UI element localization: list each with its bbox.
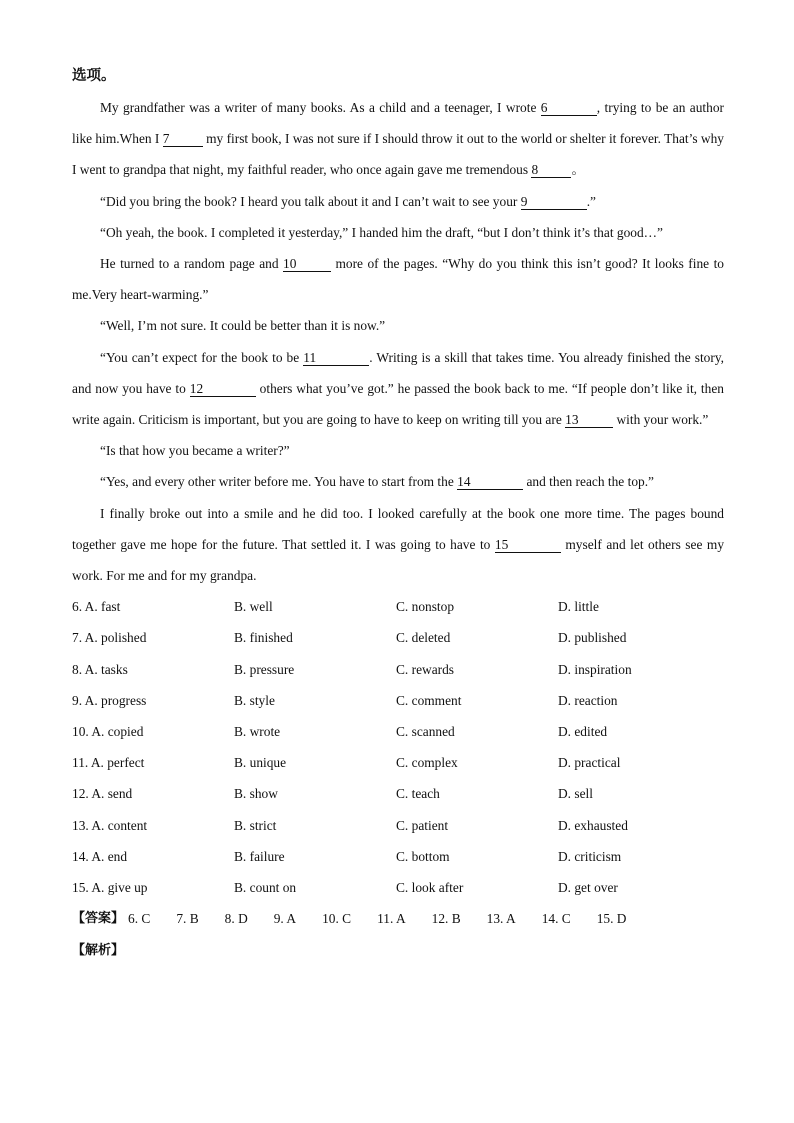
option-c: C. rewards bbox=[396, 661, 455, 677]
text: , trying to be an author like him.When I bbox=[72, 100, 724, 147]
paragraph-7: “Is that how you became a writer?” bbox=[100, 443, 290, 459]
option-row bbox=[72, 841, 724, 872]
text: “Did you bring the book? I heard you talk about it and I can’t wait to see your bbox=[100, 193, 521, 209]
text: He turned to a random page and bbox=[100, 256, 284, 272]
answer-label: 【答案】 bbox=[72, 911, 125, 927]
option-d: D. edited bbox=[558, 724, 608, 739]
passage bbox=[72, 92, 724, 591]
answer-item: 14. C bbox=[541, 911, 571, 927]
option-row bbox=[72, 591, 724, 622]
paragraph-9 bbox=[72, 498, 724, 592]
option-d: D. get over bbox=[558, 879, 618, 895]
option-b: B. failure bbox=[234, 848, 285, 864]
option-d: D. practical bbox=[558, 755, 621, 771]
text: with your work.” bbox=[613, 412, 709, 428]
option-c: C. comment bbox=[396, 692, 462, 708]
option-d: D. published bbox=[558, 630, 627, 646]
answer-item: 8. D bbox=[224, 911, 248, 927]
option-b: B. finished bbox=[234, 630, 293, 646]
answer-item: 10. C bbox=[322, 911, 352, 927]
blank-10: 10 bbox=[283, 257, 331, 272]
option-d: D. little bbox=[558, 599, 599, 615]
option-a: 9. A. progress bbox=[72, 692, 147, 708]
option-b: B. count on bbox=[234, 879, 297, 895]
option-c: C. nonstop bbox=[396, 599, 455, 615]
section-heading: 选项。 bbox=[72, 68, 116, 84]
paragraph-4 bbox=[72, 248, 724, 310]
options-list bbox=[72, 591, 724, 903]
text: I finally broke out into a smile and he did too. I looked carefully at the book one more time. The pages bound together gave me hope for the future. That settled it. I was going to have to bbox=[72, 505, 724, 552]
analysis-label: 【解析】 bbox=[72, 943, 125, 959]
blank-8: 8 bbox=[531, 163, 571, 178]
text: 。 bbox=[571, 162, 585, 178]
text: “You can’t expect for the book to be bbox=[100, 349, 304, 365]
blank-11: 11 bbox=[303, 351, 369, 366]
paragraph-8 bbox=[72, 466, 724, 497]
text: myself and let others see my work. For me and for my grandpa. bbox=[72, 536, 725, 584]
blank-15: 15 bbox=[495, 538, 561, 553]
option-b: B. pressure bbox=[234, 661, 295, 677]
option-b: B. strict bbox=[234, 817, 277, 833]
option-c: C. teach bbox=[396, 786, 440, 802]
text: others what you’ve got.” he passed the book back to me. “If people don’t like it, then write again. Criticism is important, but you are going to have to keep on writing till you are bbox=[72, 380, 724, 428]
blank-6: 6 bbox=[541, 101, 597, 116]
option-a: 8. A. tasks bbox=[72, 661, 128, 677]
answer-item: 13. A bbox=[486, 911, 516, 927]
option-b: B. unique bbox=[234, 755, 287, 771]
text: .” bbox=[586, 193, 596, 209]
option-row bbox=[72, 778, 724, 809]
option-row bbox=[72, 747, 724, 778]
answer-key bbox=[72, 903, 724, 934]
paragraph-2 bbox=[72, 186, 724, 217]
option-d: D. sell bbox=[558, 786, 593, 802]
paragraph-5: “Well, I’m not sure. It could be better than it is now.” bbox=[100, 318, 386, 334]
option-row bbox=[72, 654, 724, 685]
option-b: B. well bbox=[234, 599, 273, 615]
option-a: 7. A. polished bbox=[72, 630, 147, 646]
analysis-section bbox=[72, 934, 724, 965]
answer-item: 6. C bbox=[128, 911, 151, 927]
option-row bbox=[72, 716, 724, 747]
text: . Writing is a skill that takes time. You already finished the story, and now you have to bbox=[72, 349, 724, 396]
answer-item: 9. A bbox=[273, 911, 297, 927]
option-a: 14. A. end bbox=[72, 848, 128, 864]
option-a: 10. A. copied bbox=[72, 724, 144, 739]
option-b: B. show bbox=[234, 786, 278, 802]
answer-item: 15. D bbox=[596, 911, 627, 927]
option-b: B. wrote bbox=[234, 724, 281, 739]
blank-13: 13 bbox=[565, 413, 613, 428]
option-d: D. criticism bbox=[558, 848, 622, 864]
option-a: 12. A. send bbox=[72, 786, 133, 802]
paragraph-1 bbox=[72, 92, 724, 186]
blank-14: 14 bbox=[457, 475, 523, 490]
option-row bbox=[72, 685, 724, 716]
option-d: D. exhausted bbox=[558, 817, 628, 833]
text: “Yes, and every other writer before me. You have to start from the bbox=[100, 474, 458, 490]
text: more of the pages. “Why do you think this isn’t good? It looks fine to me.Very heart-warming.” bbox=[72, 256, 725, 303]
option-c: C. deleted bbox=[396, 630, 451, 646]
answer-item: 12. B bbox=[431, 911, 461, 927]
option-row bbox=[72, 872, 724, 903]
document-page bbox=[72, 62, 724, 966]
option-a: 11. A. perfect bbox=[72, 755, 145, 771]
option-d: D. inspiration bbox=[558, 661, 632, 677]
option-c: C. look after bbox=[396, 879, 464, 895]
option-d: D. reaction bbox=[558, 692, 618, 708]
option-a: 15. A. give up bbox=[72, 879, 148, 895]
paragraph-6 bbox=[72, 342, 724, 436]
option-a: 13. A. content bbox=[72, 817, 148, 833]
option-c: C. bottom bbox=[396, 848, 450, 864]
option-b: B. style bbox=[234, 692, 275, 708]
answer-item: 7. B bbox=[176, 911, 199, 927]
answer-item: 11. A bbox=[377, 911, 406, 927]
option-c: C. complex bbox=[396, 755, 458, 771]
option-row bbox=[72, 810, 724, 841]
text: my first book, I was not sure if I should throw it out to the world or shelter it forever. That’s why I went to grandpa that night, my faithful reader, who once again gave me tremendous bbox=[72, 131, 724, 178]
text: My grandfather was a writer of many books. As a child and a teenager, I wrote bbox=[100, 100, 541, 115]
text: and then reach the top.” bbox=[523, 474, 654, 490]
option-c: C. patient bbox=[396, 817, 449, 833]
option-a: 6. A. fast bbox=[72, 599, 121, 615]
blank-9: 9 bbox=[521, 195, 587, 210]
paragraph-3: “Oh yeah, the book. I completed it yesterday,” I handed him the draft, “but I don’t think it’s that good…” bbox=[100, 224, 664, 240]
blank-12: 12 bbox=[190, 382, 256, 397]
option-row bbox=[72, 622, 724, 653]
blank-7: 7 bbox=[163, 132, 203, 147]
option-c: C. scanned bbox=[396, 724, 455, 739]
